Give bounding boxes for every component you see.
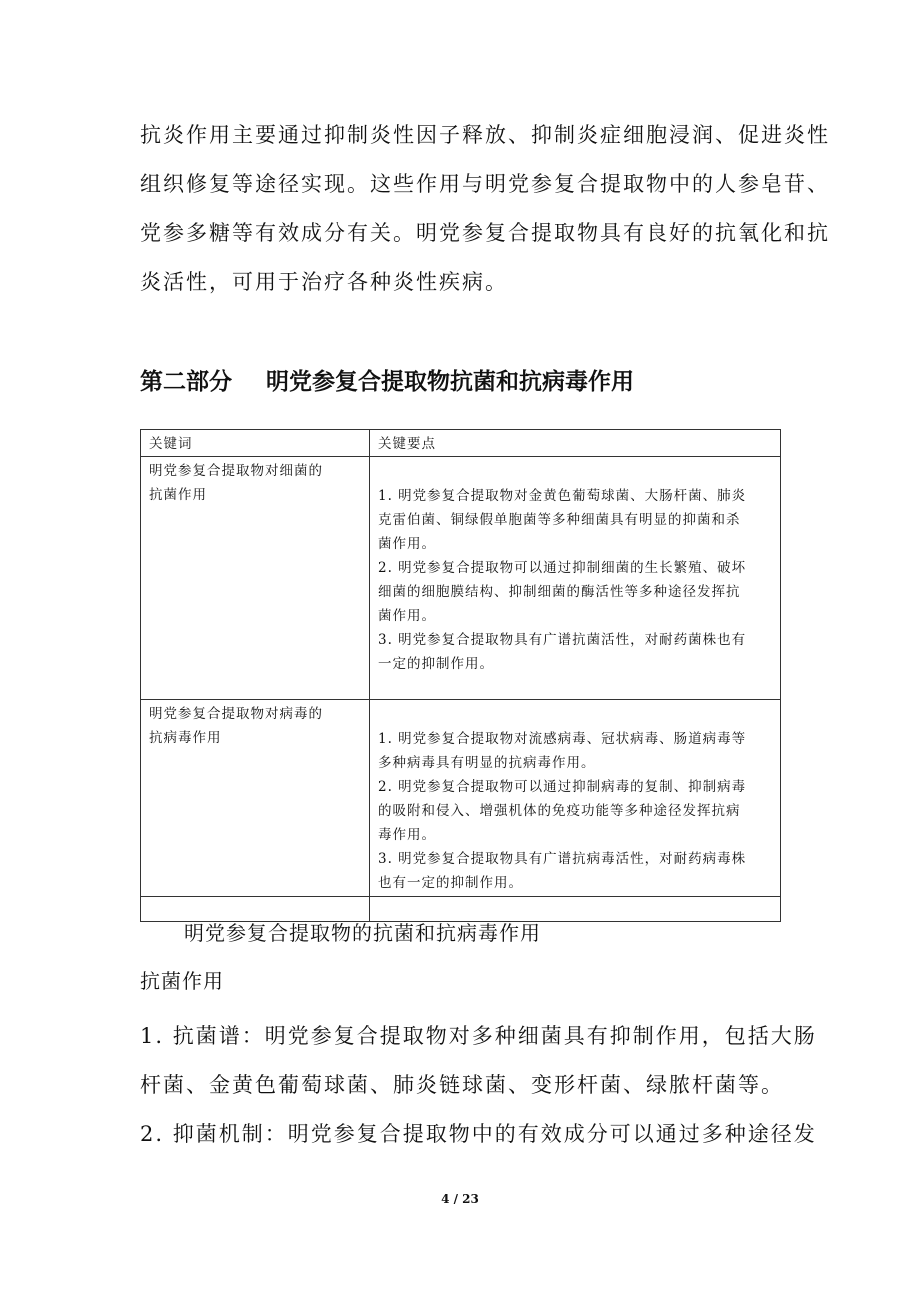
intro-paragraph	[140, 111, 830, 307]
keyword-line: 明党参复合提取物对病毒的	[149, 706, 323, 722]
text-line: 组织修复等途径实现。这些作用与明党参复合提取物中的人参皂苷、	[140, 172, 830, 196]
point-line: 细菌的细胞膜结构、抑制细菌的酶活性等多种途径发挥抗	[378, 584, 741, 600]
table-row	[141, 457, 781, 700]
point-line: 也有一定的抑制作用。	[378, 875, 523, 891]
text-line: 杆菌、金黄色葡萄球菌、肺炎链球菌、变形杆菌、绿脓杆菌等。	[140, 1073, 784, 1097]
table-caption: 明党参复合提取物的抗菌和抗病毒作用	[184, 921, 541, 945]
section-number: 第二部分	[140, 369, 232, 395]
text-line: 2. 抑菌机制：明党参复合提取物中的有效成分可以通过多种途径发	[140, 1122, 817, 1146]
point-line: 毒作用。	[378, 827, 436, 843]
key-points-cell	[370, 700, 781, 897]
point-line: 1. 明党参复合提取物对金黄色葡萄球菌、大肠杆菌、肺炎	[378, 488, 747, 504]
point-line: 菌作用。	[378, 608, 436, 624]
point-line: 菌作用。	[378, 536, 436, 552]
point-line: 3. 明党参复合提取物具有广谱抗病毒活性，对耐药病毒株	[378, 851, 747, 867]
point-line: 2. 明党参复合提取物可以通过抑制病毒的复制、抑制病毒	[378, 779, 747, 795]
keyword-cell	[141, 700, 370, 897]
point-line: 2. 明党参复合提取物可以通过抑制细菌的生长繁殖、破坏	[378, 560, 747, 576]
text-line: 党参多糖等有效成分有关。明党参复合提取物具有良好的抗氧化和抗	[140, 221, 830, 245]
table-row	[141, 700, 781, 897]
body-paragraph	[140, 1012, 817, 1159]
text-line: 抗炎作用主要通过抑制炎性因子释放、抑制炎症细胞浸润、促进炎性	[140, 123, 830, 147]
key-points-cell	[370, 457, 781, 700]
point-line: 3. 明党参复合提取物具有广谱抗菌活性，对耐药菌株也有	[378, 632, 747, 648]
point-line: 多种病毒具有明显的抗病毒作用。	[378, 755, 596, 771]
point-line: 克雷伯菌、铜绿假单胞菌等多种细菌具有明显的抑菌和杀	[378, 512, 741, 528]
point-line: 1. 明党参复合提取物对流感病毒、冠状病毒、肠道病毒等	[378, 731, 747, 747]
header-keyword: 关键词	[141, 430, 370, 457]
point-line: 的吸附和侵入、增强机体的免疫功能等多种途径发挥抗病	[378, 803, 741, 819]
section-heading	[140, 363, 634, 396]
text-line: 炎活性，可用于治疗各种炎性疾病。	[140, 270, 508, 294]
keyword-line: 抗菌作用	[149, 487, 207, 503]
keyword-line: 抗病毒作用	[149, 730, 222, 746]
section-title: 明党参复合提取物抗菌和抗病毒作用	[266, 369, 634, 395]
key-points-table	[140, 429, 781, 922]
keyword-line: 明党参复合提取物对细菌的	[149, 463, 323, 479]
table-header-row	[141, 430, 781, 457]
point-line: 一定的抑制作用。	[378, 656, 494, 672]
text-line: 1. 抗菌谱：明党参复合提取物对多种细菌具有抑制作用，包括大肠	[140, 1024, 817, 1048]
keyword-cell	[141, 457, 370, 700]
subheading: 抗菌作用	[140, 969, 224, 993]
header-key-points: 关键要点	[370, 430, 781, 457]
page-number: 4 / 23	[441, 1192, 479, 1206]
